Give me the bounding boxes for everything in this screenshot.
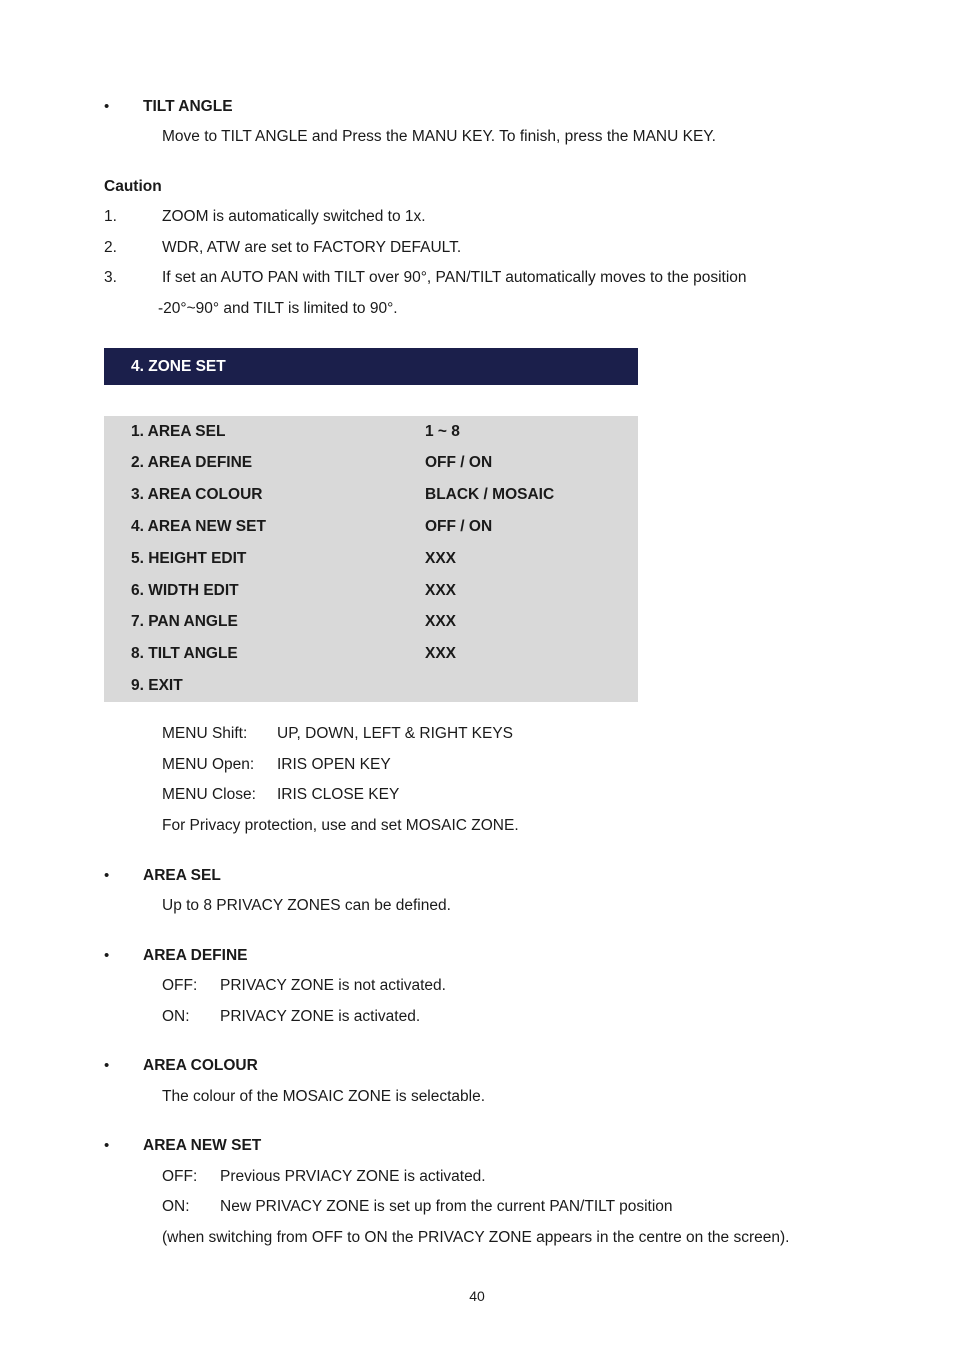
privacy-note: For Privacy protection, use and set MOSAIC ZONE.	[162, 817, 519, 834]
heading-area-sel: AREA SEL	[143, 867, 221, 884]
menu-label: 1. AREA SEL	[131, 423, 226, 440]
menu-value: XXX	[425, 582, 457, 599]
area-colour-description: The colour of the MOSAIC ZONE is selectable.	[162, 1088, 486, 1105]
area-define-on-value: PRIVACY ZONE is activated.	[220, 1008, 421, 1025]
menu-label: 8. TILT ANGLE	[131, 645, 238, 662]
caution-text-1: ZOOM is automatically switched to 1x.	[162, 208, 426, 225]
menu-value: 1 ~ 8	[425, 423, 460, 440]
caution-heading: Caution	[104, 178, 162, 195]
caution-text-2: WDR, ATW are set to FACTORY DEFAULT.	[162, 239, 462, 256]
caution-text-3: If set an AUTO PAN with TILT over 90°, PAN/TILT automatically moves to the position	[162, 269, 747, 286]
section-title: 4. ZONE SET	[131, 358, 226, 375]
area-define-on-key: ON:	[162, 1008, 190, 1025]
menu-value: BLACK / MOSAIC	[425, 486, 555, 503]
menu-value: OFF / ON	[425, 454, 493, 471]
caution-num-1: 1.	[104, 208, 117, 225]
bullet-area-sel: •	[104, 867, 110, 884]
tilt-angle-description: Move to TILT ANGLE and Press the MANU KEY. To finish, press the MANU KEY.	[162, 128, 716, 145]
menu-label: 9. EXIT	[131, 677, 183, 694]
menu-value: OFF / ON	[425, 518, 493, 535]
zone-set-menu	[104, 416, 638, 702]
area-define-off-key: OFF:	[162, 977, 198, 994]
menu-row-exit	[104, 677, 638, 697]
menu-label: 2. AREA DEFINE	[131, 454, 253, 471]
menu-label: 3. AREA COLOUR	[131, 486, 263, 503]
menu-close-key: MENU Close:	[162, 786, 256, 803]
menu-label: 4. AREA NEW SET	[131, 518, 266, 535]
caution-continuation: -20°~90° and TILT is limited to 90°.	[158, 300, 398, 317]
area-new-set-off-key: OFF:	[162, 1168, 198, 1185]
menu-value: XXX	[425, 645, 457, 662]
caution-num-2: 2.	[104, 239, 117, 256]
menu-shift-key: MENU Shift:	[162, 725, 248, 742]
bullet-area-colour: •	[104, 1057, 110, 1074]
menu-row-area-new-set	[104, 518, 638, 538]
menu-value: XXX	[425, 550, 457, 567]
bullet-tilt-angle: •	[104, 98, 110, 115]
page-number: 40	[469, 1288, 485, 1304]
heading-area-define: AREA DEFINE	[143, 947, 248, 964]
menu-row-area-sel	[104, 423, 638, 443]
area-define-off-value: PRIVACY ZONE is not activated.	[220, 977, 446, 994]
heading-area-colour: AREA COLOUR	[143, 1057, 258, 1074]
section-header-zone-set	[104, 348, 638, 385]
bullet-area-new-set: •	[104, 1137, 110, 1154]
menu-value: XXX	[425, 613, 457, 630]
menu-open-value: IRIS OPEN KEY	[277, 756, 391, 773]
menu-row-pan-angle	[104, 613, 638, 633]
menu-label: 5. HEIGHT EDIT	[131, 550, 247, 567]
menu-row-width-edit	[104, 582, 638, 602]
area-sel-description: Up to 8 PRIVACY ZONES can be defined.	[162, 897, 451, 914]
area-new-set-off-value: Previous PRVIACY ZONE is activated.	[220, 1168, 486, 1185]
heading-tilt-angle: TILT ANGLE	[143, 98, 233, 115]
heading-area-new-set: AREA NEW SET	[143, 1137, 262, 1154]
menu-row-area-define	[104, 454, 638, 474]
area-new-set-note: (when switching from OFF to ON the PRIVACY ZONE appears in the centre on the screen).	[162, 1229, 790, 1246]
menu-row-area-colour	[104, 486, 638, 506]
menu-row-tilt-angle	[104, 645, 638, 665]
menu-label: 7. PAN ANGLE	[131, 613, 238, 630]
area-new-set-on-value: New PRIVACY ZONE is set up from the current PAN/TILT position	[220, 1198, 673, 1215]
caution-num-3: 3.	[104, 269, 117, 286]
menu-open-key: MENU Open:	[162, 756, 255, 773]
menu-close-value: IRIS CLOSE KEY	[277, 786, 400, 803]
area-new-set-on-key: ON:	[162, 1198, 190, 1215]
menu-row-height-edit	[104, 550, 638, 570]
menu-label: 6. WIDTH EDIT	[131, 582, 239, 599]
menu-shift-value: UP, DOWN, LEFT & RIGHT KEYS	[277, 725, 513, 742]
bullet-area-define: •	[104, 947, 110, 964]
